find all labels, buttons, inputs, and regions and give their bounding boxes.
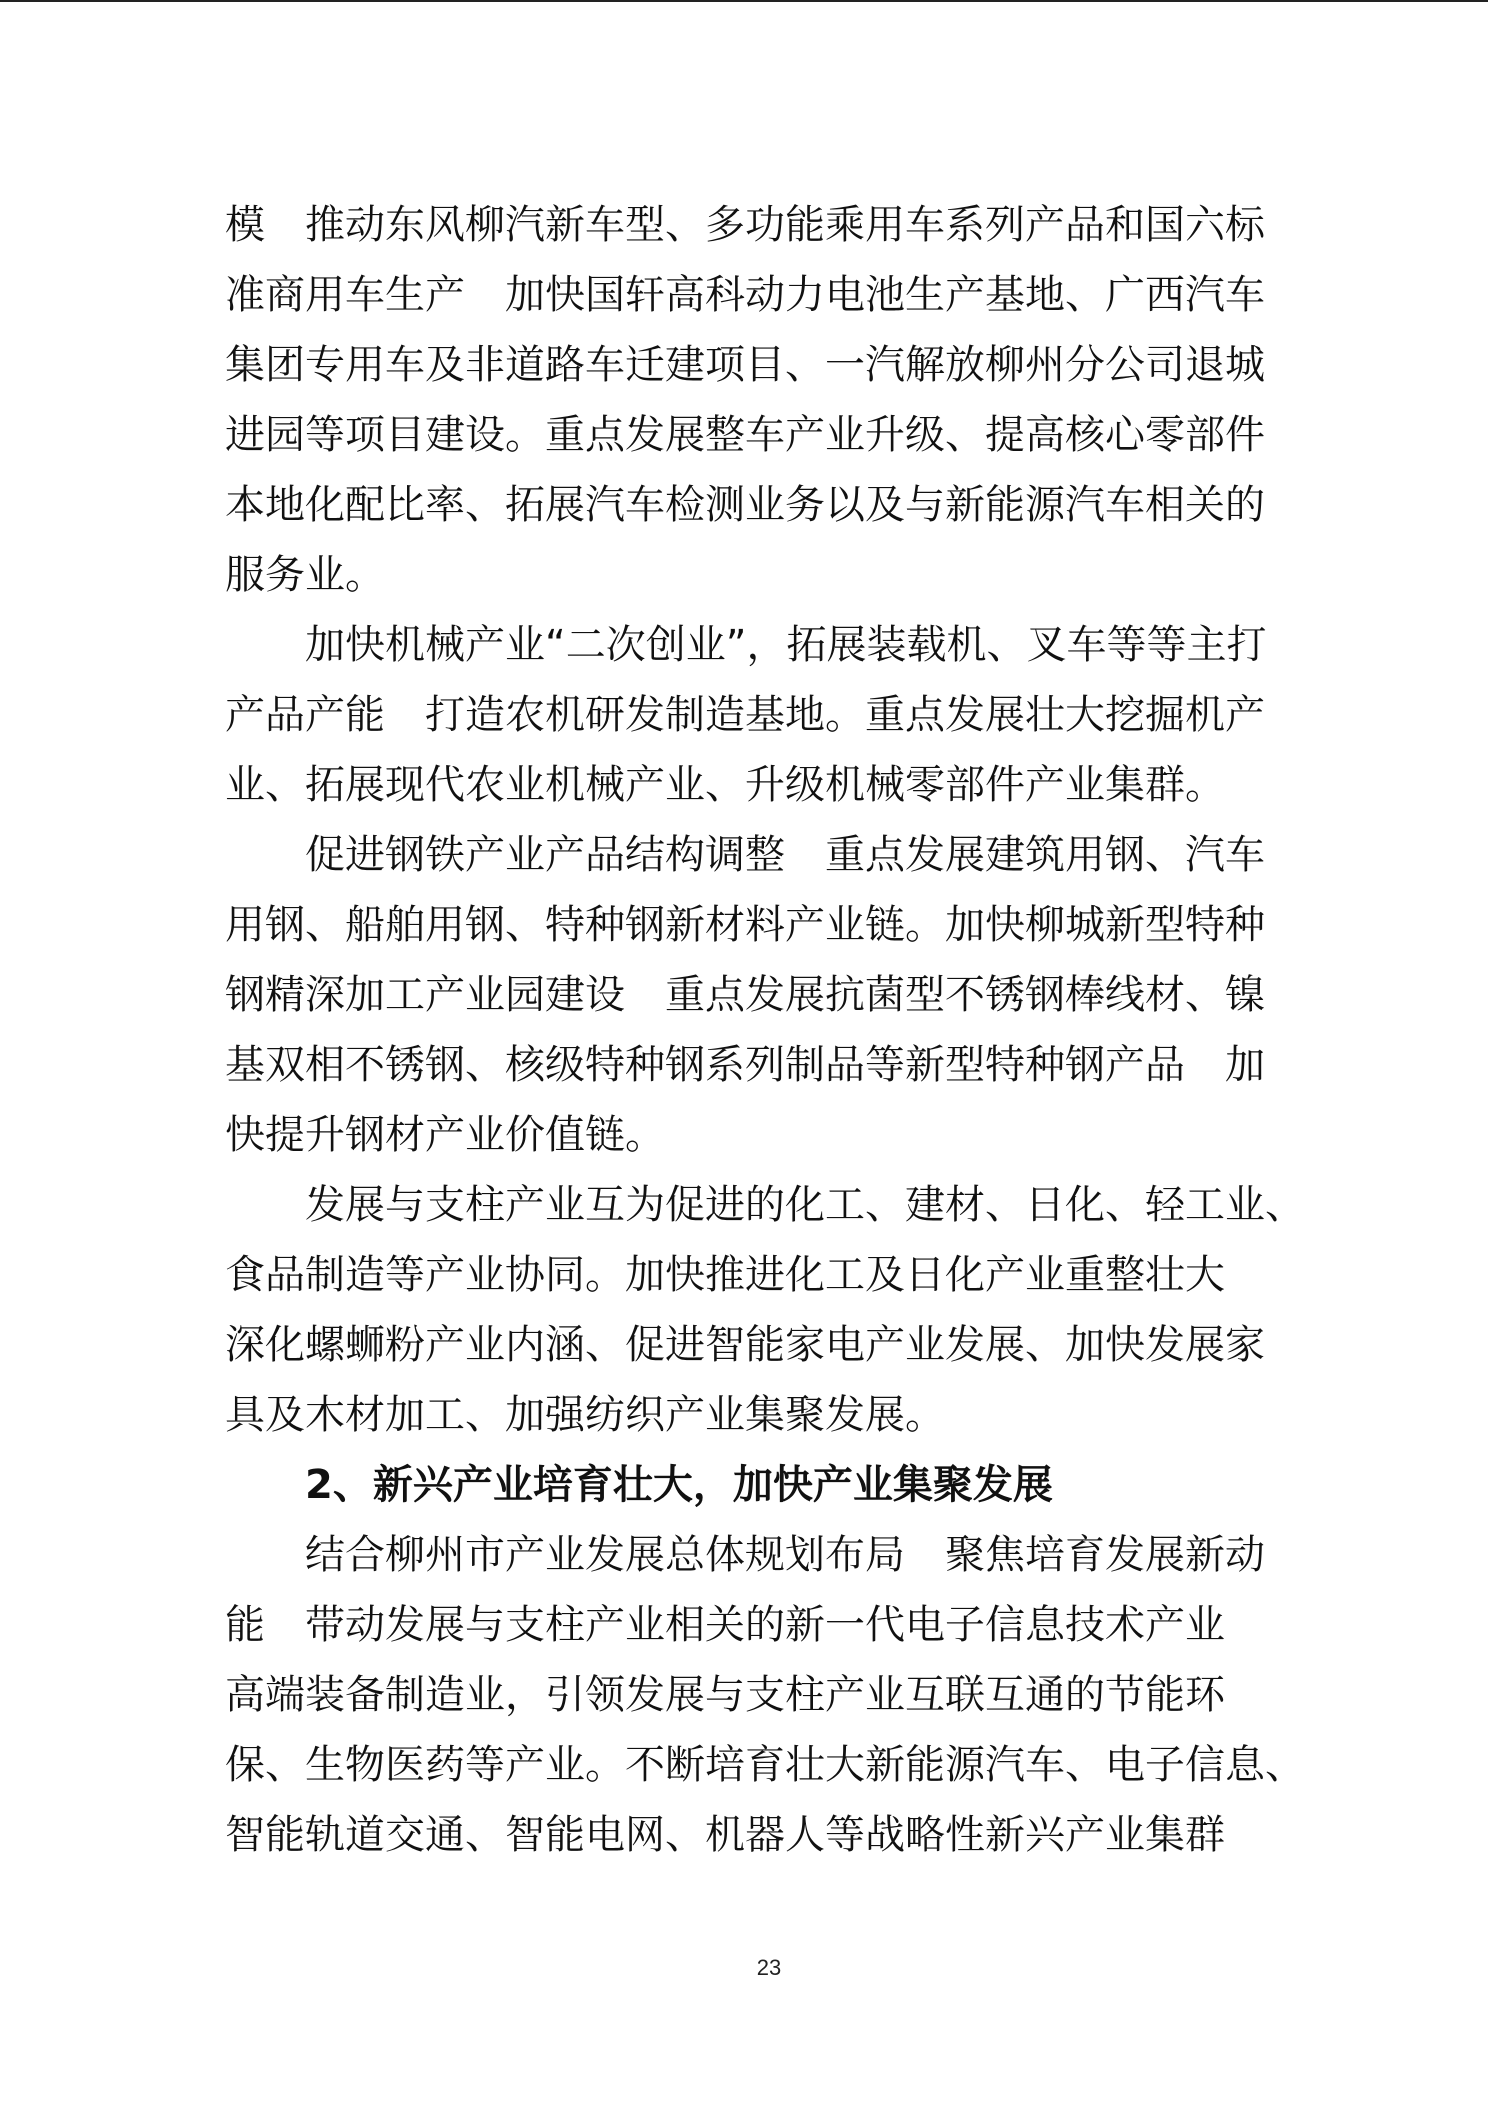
text-line: 用钢、船舶用钢、特种钢新材料产业链。加快柳城新型特种 bbox=[225, 902, 1265, 948]
text-line: 智能轨道交通、智能电网、机器人等战略性新兴产业集群 bbox=[225, 1812, 1225, 1858]
paragraph-start-line: 加快机械产业“二次创业”，拓展装载机、叉车等等主打 bbox=[305, 622, 1267, 668]
document-body bbox=[225, 190, 1305, 1870]
paragraph-start-line: 发展与支柱产业互为促进的化工、建材、日化、轻工业、 bbox=[305, 1182, 1305, 1228]
text-line: 集团专用车及非道路车迁建项目、一汽解放柳州分公司退城 bbox=[225, 342, 1265, 388]
text-line: 深化螺蛳粉产业内涵、促进智能家电产业发展、加快发展家 bbox=[225, 1322, 1265, 1368]
paragraph-start-line: 结合柳州市产业发展总体规划布局 聚焦培育发展新动 bbox=[305, 1532, 1265, 1578]
text-line: 高端装备制造业，引领发展与支柱产业互联互通的节能环 bbox=[225, 1672, 1225, 1718]
text-line: 基双相不锈钢、核级特种钢系列制品等新型特种钢产品 加 bbox=[225, 1042, 1265, 1088]
text-line: 产品产能 打造农机研发制造基地。重点发展壮大挖掘机产 bbox=[225, 692, 1265, 738]
text-line: 具及木材加工、加强纺织产业集聚发展。 bbox=[225, 1392, 945, 1438]
text-line: 能 带动发展与支柱产业相关的新一代电子信息技术产业 bbox=[225, 1602, 1225, 1648]
text-line: 本地化配比率、拓展汽车检测业务以及与新能源汽车相关的 bbox=[225, 482, 1265, 528]
text-line: 快提升钢材产业价值链。 bbox=[225, 1112, 665, 1158]
text-line: 准商用车生产 加快国轩高科动力电池生产基地、广西汽车 bbox=[225, 272, 1265, 318]
text-line: 业、拓展现代农业机械产业、升级机械零部件产业集群。 bbox=[225, 762, 1225, 808]
paragraph-start-line: 促进钢铁产业产品结构调整 重点发展建筑用钢、汽车 bbox=[305, 832, 1265, 878]
text-line: 进园等项目建设。重点发展整车产业升级、提高核心零部件 bbox=[225, 412, 1265, 458]
text-line: 食品制造等产业协同。加快推进化工及日化产业重整壮大 bbox=[225, 1252, 1225, 1298]
text-line: 钢精深加工产业园建设 重点发展抗菌型不锈钢棒线材、镍 bbox=[225, 972, 1265, 1018]
text-line: 保、生物医药等产业。不断培育壮大新能源汽车、电子信息、 bbox=[225, 1742, 1305, 1788]
top-border-line bbox=[0, 0, 1488, 2]
page-number: 23 bbox=[756, 1955, 782, 1980]
section-heading: 2、新兴产业培育壮大，加快产业集聚发展 bbox=[305, 1462, 1053, 1508]
text-line: 服务业。 bbox=[225, 552, 385, 598]
text-line: 模 推动东风柳汽新车型、多功能乘用车系列产品和国六标 bbox=[225, 202, 1265, 248]
